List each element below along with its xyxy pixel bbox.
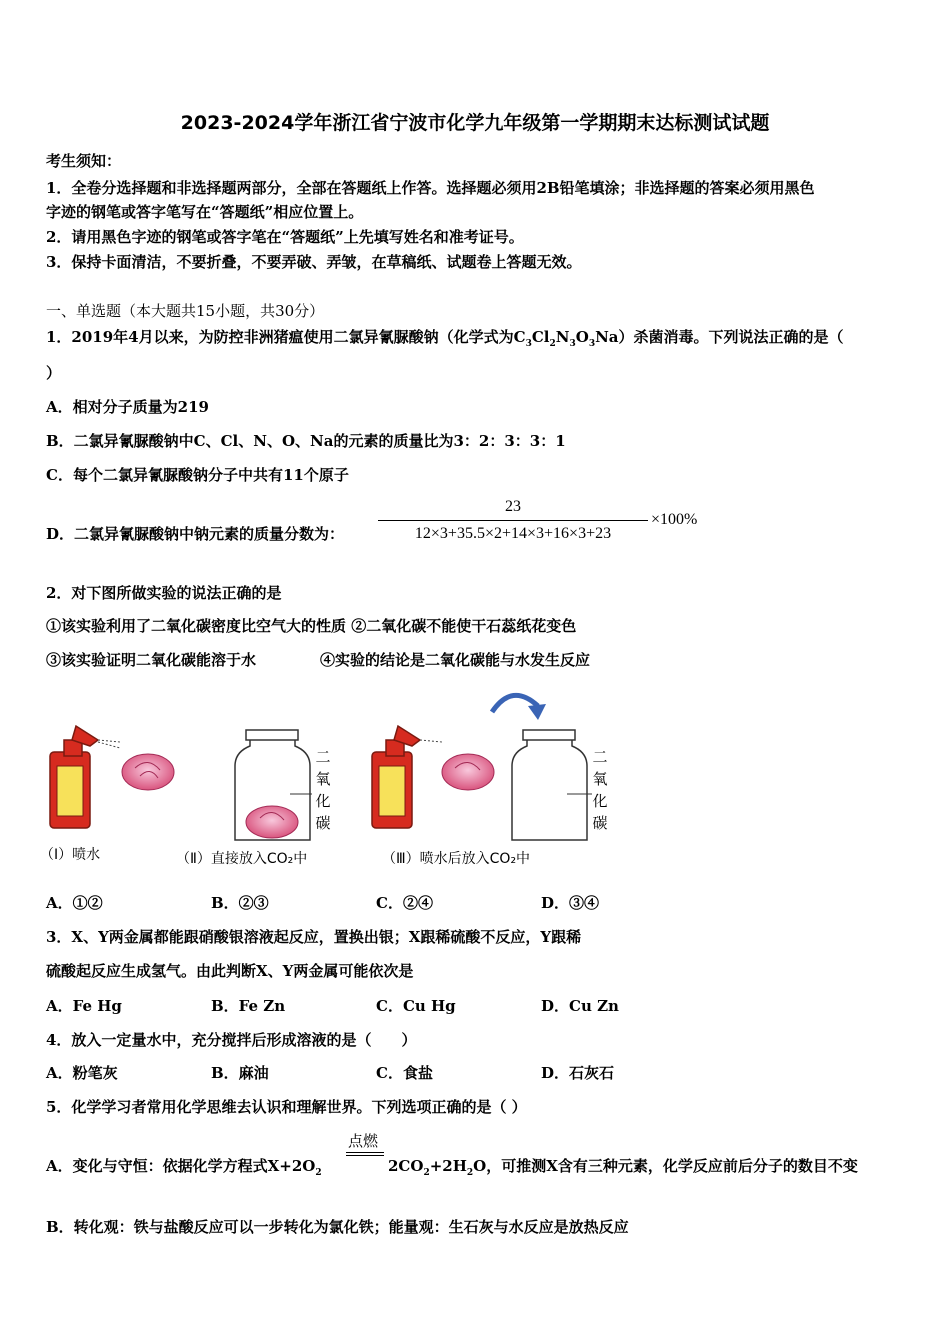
fraction-multiplier: ×100% [651, 511, 698, 528]
q2-option-c[interactable]: C．②④ [376, 894, 433, 912]
spray-bottle-icon-2 [372, 726, 442, 828]
caption-3: （Ⅲ）喷水后放入CO₂中 [382, 851, 531, 867]
notice-line-1a: 1．全卷分选择题和非选择题两部分，全部在答题纸上作答。选择题必须用2B铅笔填涂；非选择题的答案必须用黑色 [46, 179, 815, 197]
q3-option-c[interactable]: C．Cu Hg [376, 997, 456, 1015]
rose-icon-2 [442, 754, 494, 790]
q1-option-d[interactable]: D．二氯异氰脲酸钠中钠元素的质量分数为： [46, 525, 345, 543]
jar-icon [235, 730, 312, 840]
notice-line-2: 2．请用黑色字迹的钢笔或答字笔在“答题纸”上先填写姓名和准考证号。 [46, 228, 524, 246]
q4-option-a[interactable]: A．粉笔灰 [46, 1064, 118, 1082]
rose-icon [122, 754, 174, 790]
fraction-denominator: 12×3+35.5×2+14×3+16×3+23 [414, 525, 612, 542]
fraction-bar [378, 520, 648, 521]
caption-1: （I）喷水 [40, 847, 101, 863]
reaction-condition: 点燃 [348, 1132, 379, 1150]
equation-bar-bottom [346, 1155, 384, 1156]
q5-stem: 5．化学学习者常用化学思维去认识和理解世界。下列选项正确的是（ ） [46, 1098, 527, 1116]
notice-heading: 考生须知： [46, 152, 122, 170]
q2-option-a[interactable]: A．①② [46, 894, 103, 912]
q1-fraction [378, 498, 648, 543]
gas-label-2: 二 氧 化 碳 [592, 748, 608, 832]
q1-option-a[interactable]: A．相对分子质量为219 [46, 398, 209, 416]
q2-statement-3: ③该实验证明二氧化碳能溶于水 [46, 651, 257, 669]
gas-label-1: 二 氧 化 碳 [315, 748, 331, 832]
q5-option-a-left[interactable]: A．变化与守恒：依据化学方程式$X+2O_2$ [46, 1157, 322, 1178]
q3-option-b[interactable]: B．Fe Zn [211, 997, 286, 1015]
q3-option-d[interactable]: D．Cu Zn [541, 997, 619, 1015]
q1-formula: $C_3Cl_2N_3O_3Na$ [513, 328, 619, 349]
spray-bottle-icon [50, 726, 120, 828]
page-title: 2023-2024学年浙江省宁波市化学九年级第一学期期末达标测试试题 [180, 112, 770, 134]
q1-option-b[interactable]: B．二氯异氰脲酸钠中C、Cl、N、O、Na的元素的质量比为3：2：3：3：1 [46, 432, 566, 450]
q4-stem: 4．放入一定量水中，充分搅拌后形成溶液的是（ ） [46, 1031, 417, 1049]
q1-option-c[interactable]: C．每个二氯异氰脲酸钠分子中共有11个原子 [46, 466, 349, 484]
q2-stem: 2．对下图所做实验的说法正确的是 [46, 584, 282, 602]
q3-stem-a: 3．X、Y两金属都能跟硝酸银溶液起反应，置换出银；X跟稀硫酸不反应，Y跟稀 [46, 928, 582, 946]
section-heading: 一、单选题（本大题共15小题，共30分） [46, 302, 325, 320]
q5-option-a-right[interactable]: $2CO_2+2H_2O$，可推测X含有三种元素，化学反应前后分子的数目不变 [388, 1157, 858, 1178]
q5-option-b[interactable]: B．转化观：铁与盐酸反应可以一步转化为氯化铁；能量观：生石灰与水反应是放热反应 [46, 1218, 629, 1236]
q4-option-d[interactable]: D．石灰石 [541, 1064, 615, 1082]
q4-option-c[interactable]: C．食盐 [376, 1064, 433, 1082]
q3-stem-b: 硫酸起反应生成氢气。由此判断X、Y两金属可能依次是 [46, 962, 414, 980]
q3-option-a[interactable]: A．Fe Hg [46, 997, 122, 1015]
jar-icon-2 [512, 730, 592, 840]
curved-arrow-icon [492, 695, 546, 720]
q2-statement-1-2: ①该实验利用了二氧化碳密度比空气大的性质 ②二氧化碳不能使干石蕊纸花变色 [46, 617, 577, 635]
notice-line-3: 3．保持卡面清洁，不要折叠，不要弄破、弄皱，在草稿纸、试题卷上答题无效。 [46, 253, 582, 271]
equation-bar-top [346, 1152, 384, 1153]
caption-2: （Ⅱ）直接放入CO₂中 [176, 851, 308, 867]
q2-option-d[interactable]: D．③④ [541, 894, 600, 912]
experiment-illustration [40, 682, 630, 842]
q4-option-b[interactable]: B．麻油 [211, 1064, 269, 1082]
experiment-figure [40, 682, 630, 867]
q2-statement-4: ④实验的结论是二氧化碳能与水发生反应 [320, 651, 591, 669]
q2-option-b[interactable]: B．②③ [211, 894, 269, 912]
fraction-numerator: 23 [505, 498, 521, 515]
q1-stem: 1．2019年4月以来，为防控非洲猪瘟使用二氯异氰脲酸钠（化学式为$C_3Cl_2N_3O_3Na$）杀菌消毒。下列说法正确的是（ [46, 328, 844, 349]
notice-line-1b: 字迹的钢笔或答字笔写在“答题纸”相应位置上。 [46, 203, 364, 221]
q1-stem-end: ） [46, 364, 62, 382]
